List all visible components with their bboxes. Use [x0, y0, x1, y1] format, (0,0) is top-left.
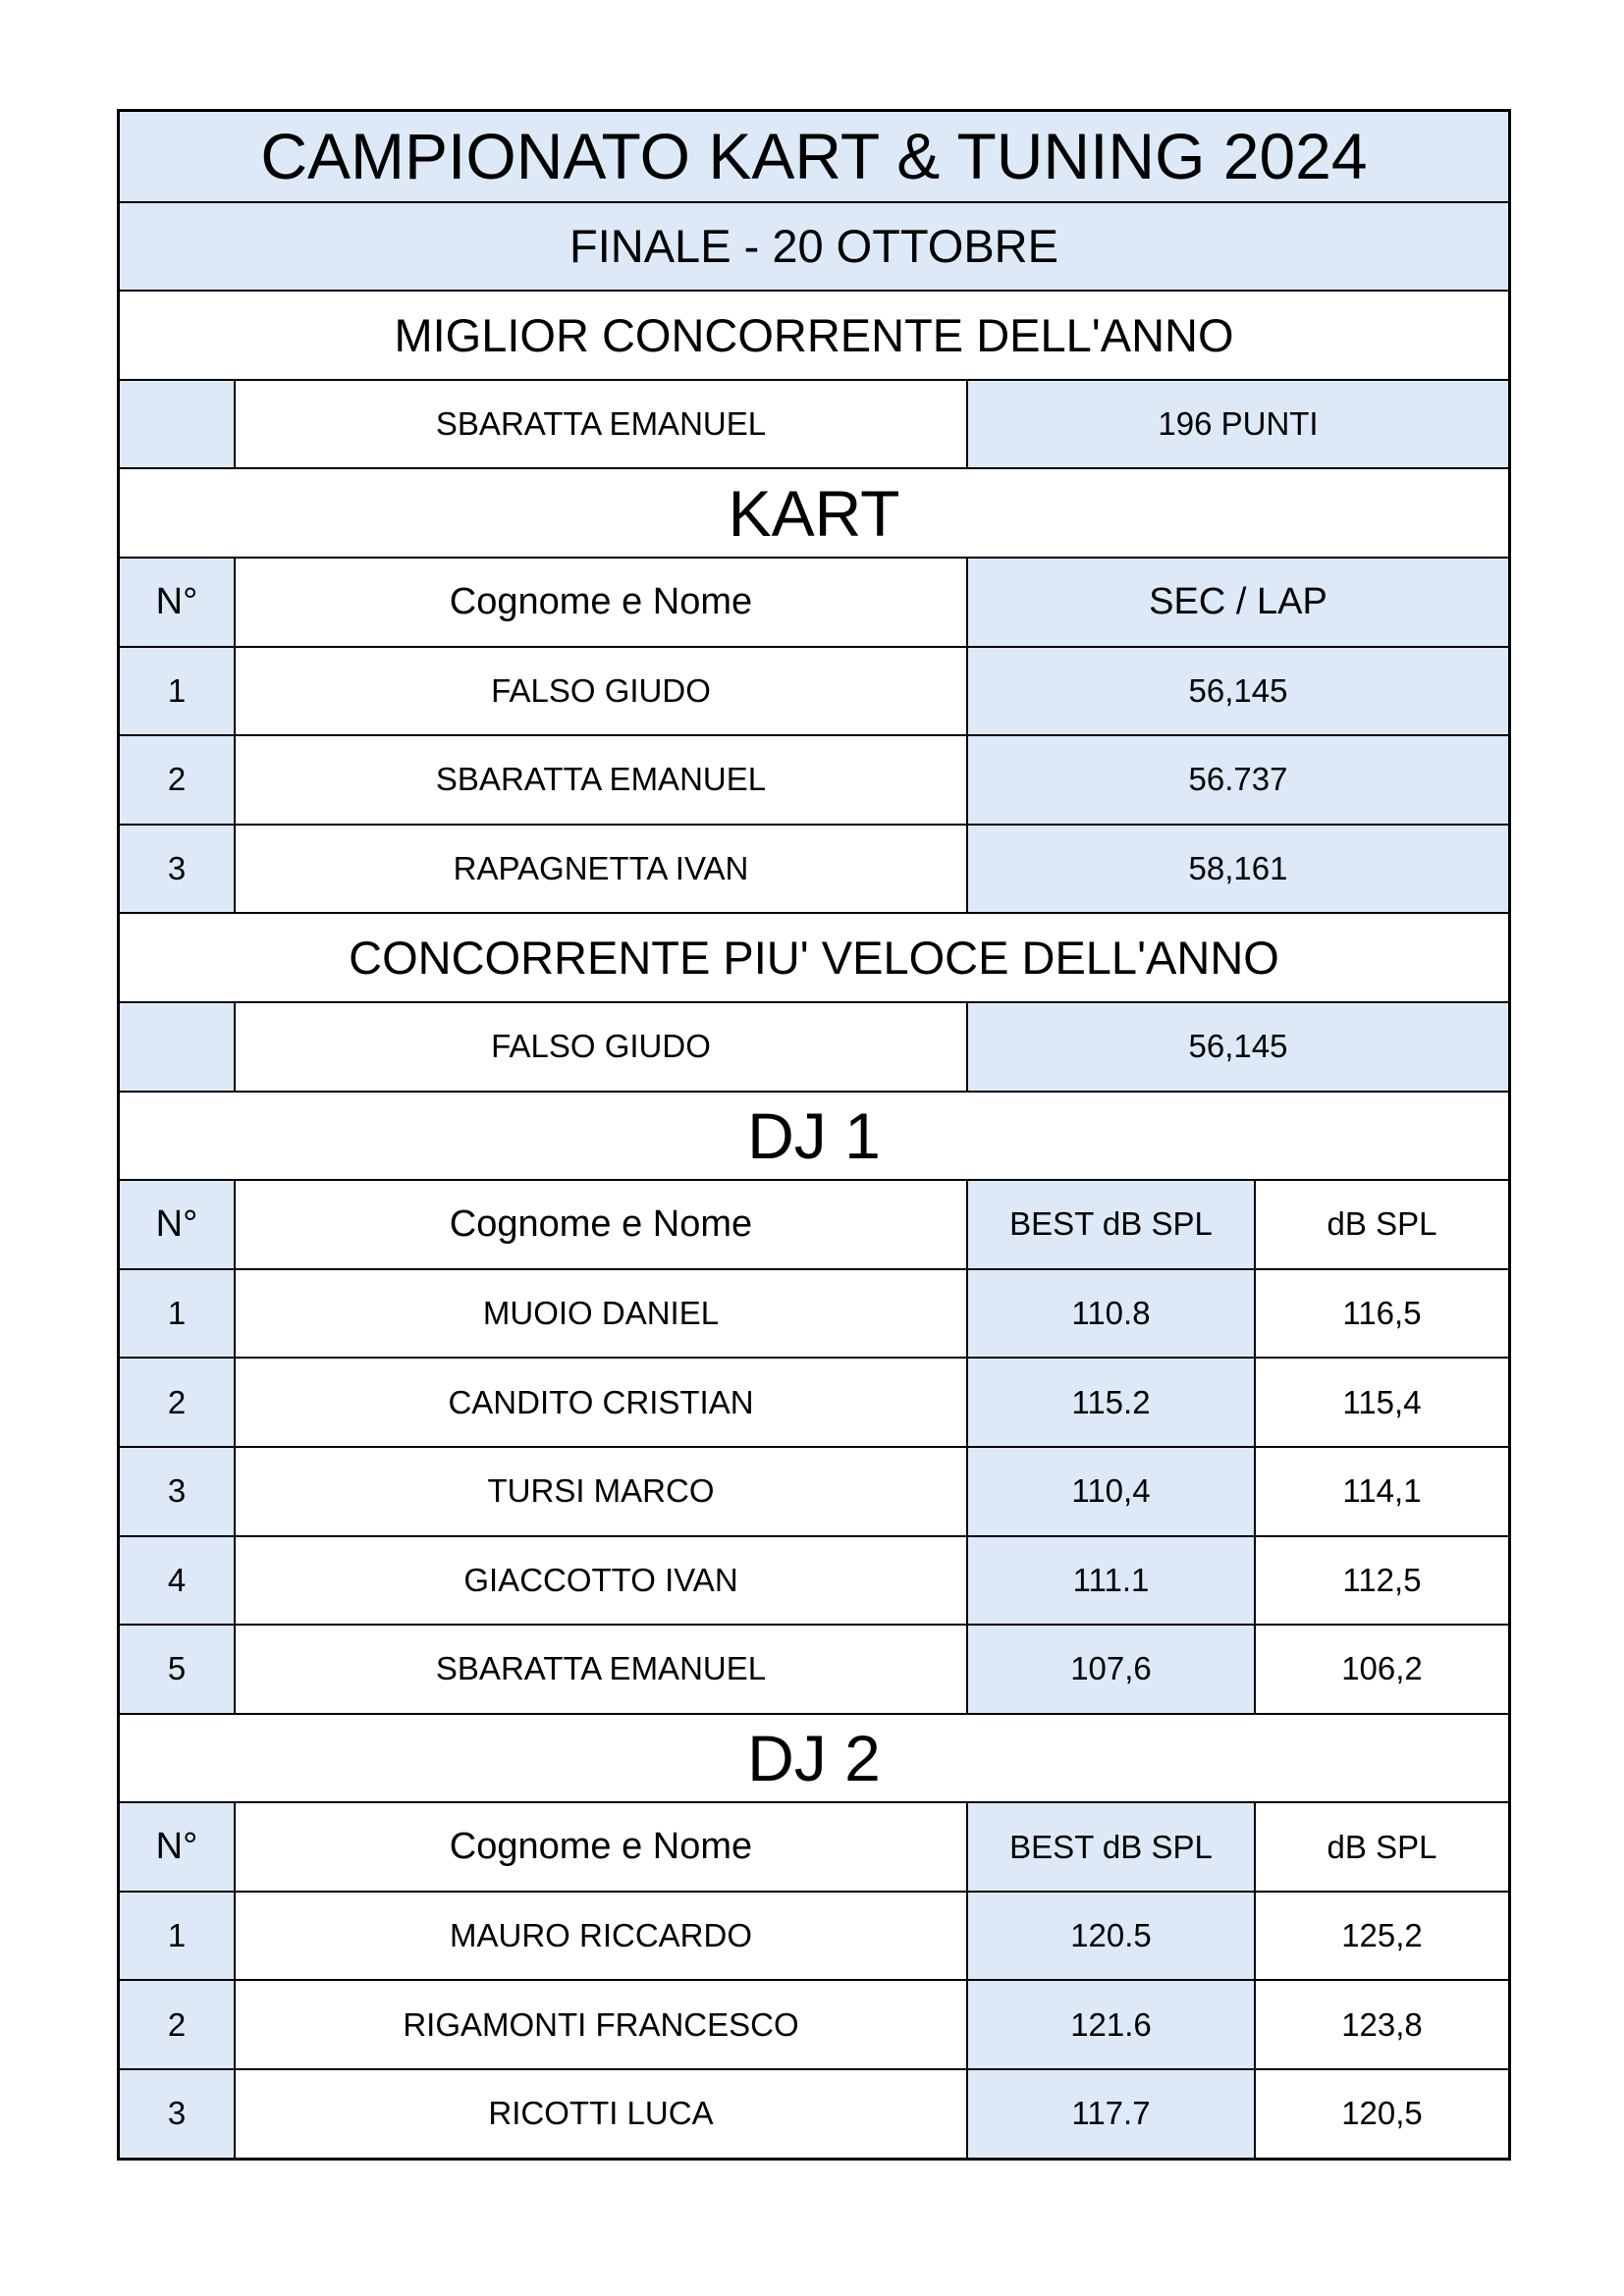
dj1-row-best: 110,4 [966, 1448, 1254, 1535]
fastest-competitor-name: FALSO GIUDO [234, 1003, 966, 1091]
page-title: CAMPIONATO KART & TUNING 2024 [120, 112, 1508, 201]
table-row [120, 1979, 1508, 2068]
best-competitor-name: SBARATTA EMANUEL [234, 381, 966, 468]
dj2-row-best: 121.6 [966, 1981, 1254, 2068]
dj1-col-db: dB SPL [1254, 1181, 1508, 1268]
fastest-competitor-heading: CONCORRENTE PIU' VELOCE DELL'ANNO [120, 914, 1508, 1001]
dj2-col-name: Cognome e Nome [234, 1803, 966, 1891]
table-row [120, 1357, 1508, 1446]
dj2-col-db: dB SPL [1254, 1803, 1508, 1891]
table-row [120, 646, 1508, 735]
dj2-row-db: 125,2 [1254, 1893, 1508, 1980]
table-row [120, 1624, 1508, 1713]
kart-row-num: 3 [120, 826, 234, 913]
kart-row-time: 58,161 [966, 826, 1508, 913]
subtitle-row [120, 201, 1508, 291]
dj1-row-db: 106,2 [1254, 1626, 1508, 1713]
dj1-row-db: 114,1 [1254, 1448, 1508, 1535]
dj2-row-num: 3 [120, 2070, 234, 2158]
table-row [120, 1535, 1508, 1625]
dj2-section-title: DJ 2 [120, 1715, 1508, 1802]
dj1-row-name: SBARATTA EMANUEL [234, 1626, 966, 1713]
fastest-competitor-row [120, 1001, 1508, 1091]
fastest-competitor-number [120, 1003, 234, 1091]
kart-title-row [120, 467, 1508, 557]
dj2-row-db: 120,5 [1254, 2070, 1508, 2158]
kart-row-name: SBARATTA EMANUEL [234, 736, 966, 824]
kart-row-num: 1 [120, 648, 234, 735]
dj1-row-best: 115.2 [966, 1359, 1254, 1446]
dj1-col-best: BEST dB SPL [966, 1181, 1254, 1268]
dj1-title-row [120, 1091, 1508, 1180]
dj2-row-num: 1 [120, 1893, 234, 1980]
dj1-col-num: N° [120, 1181, 234, 1268]
dj1-row-num: 3 [120, 1448, 234, 1535]
dj2-row-db: 123,8 [1254, 1981, 1508, 2068]
kart-header-row [120, 557, 1508, 646]
kart-row-time: 56,145 [966, 648, 1508, 735]
dj2-row-name: MAURO RICCARDO [234, 1893, 966, 1980]
fastest-competitor-time: 56,145 [966, 1003, 1508, 1091]
table-row [120, 824, 1508, 913]
dj1-row-best: 107,6 [966, 1626, 1254, 1713]
dj2-row-best: 117.7 [966, 2070, 1254, 2158]
kart-section-title: KART [120, 469, 1508, 557]
dj1-row-db: 115,4 [1254, 1359, 1508, 1446]
dj1-header-row [120, 1179, 1508, 1268]
table-row [120, 2068, 1508, 2158]
dj1-row-best: 111.1 [966, 1537, 1254, 1625]
dj1-col-name: Cognome e Nome [234, 1181, 966, 1268]
kart-col-num: N° [120, 559, 234, 646]
dj1-row-db: 116,5 [1254, 1270, 1508, 1358]
dj2-header-row [120, 1801, 1508, 1891]
kart-col-name: Cognome e Nome [234, 559, 966, 646]
dj1-row-best: 110.8 [966, 1270, 1254, 1358]
dj2-col-num: N° [120, 1803, 234, 1891]
dj1-row-num: 4 [120, 1537, 234, 1625]
dj2-title-row [120, 1713, 1508, 1802]
results-table [117, 109, 1511, 2161]
kart-row-name: RAPAGNETTA IVAN [234, 826, 966, 913]
kart-row-name: FALSO GIUDO [234, 648, 966, 735]
title-row [120, 112, 1508, 201]
dj2-row-best: 120.5 [966, 1893, 1254, 1980]
table-row [120, 1891, 1508, 1980]
dj1-row-num: 1 [120, 1270, 234, 1358]
best-competitor-heading: MIGLIOR CONCORRENTE DELL'ANNO [120, 292, 1508, 379]
dj2-row-num: 2 [120, 1981, 234, 2068]
table-row [120, 1446, 1508, 1535]
dj1-section-title: DJ 1 [120, 1093, 1508, 1180]
best-competitor-points: 196 PUNTI [966, 381, 1508, 468]
dj1-row-name: TURSI MARCO [234, 1448, 966, 1535]
dj1-row-name: GIACCOTTO IVAN [234, 1537, 966, 1625]
dj1-row-db: 112,5 [1254, 1537, 1508, 1625]
page-subtitle: FINALE - 20 OTTOBRE [120, 203, 1508, 291]
dj2-col-best: BEST dB SPL [966, 1803, 1254, 1891]
dj2-row-name: RIGAMONTI FRANCESCO [234, 1981, 966, 2068]
kart-row-time: 56.737 [966, 736, 1508, 824]
best-competitor-number [120, 381, 234, 468]
dj1-row-num: 2 [120, 1359, 234, 1446]
kart-row-num: 2 [120, 736, 234, 824]
table-row [120, 734, 1508, 824]
best-competitor-row [120, 379, 1508, 468]
kart-col-time: SEC / LAP [966, 559, 1508, 646]
dj1-row-name: MUOIO DANIEL [234, 1270, 966, 1358]
fastest-competitor-heading-row [120, 912, 1508, 1001]
table-row [120, 1268, 1508, 1358]
dj2-row-name: RICOTTI LUCA [234, 2070, 966, 2158]
best-competitor-heading-row [120, 290, 1508, 379]
dj1-row-num: 5 [120, 1626, 234, 1713]
dj1-row-name: CANDITO CRISTIAN [234, 1359, 966, 1446]
